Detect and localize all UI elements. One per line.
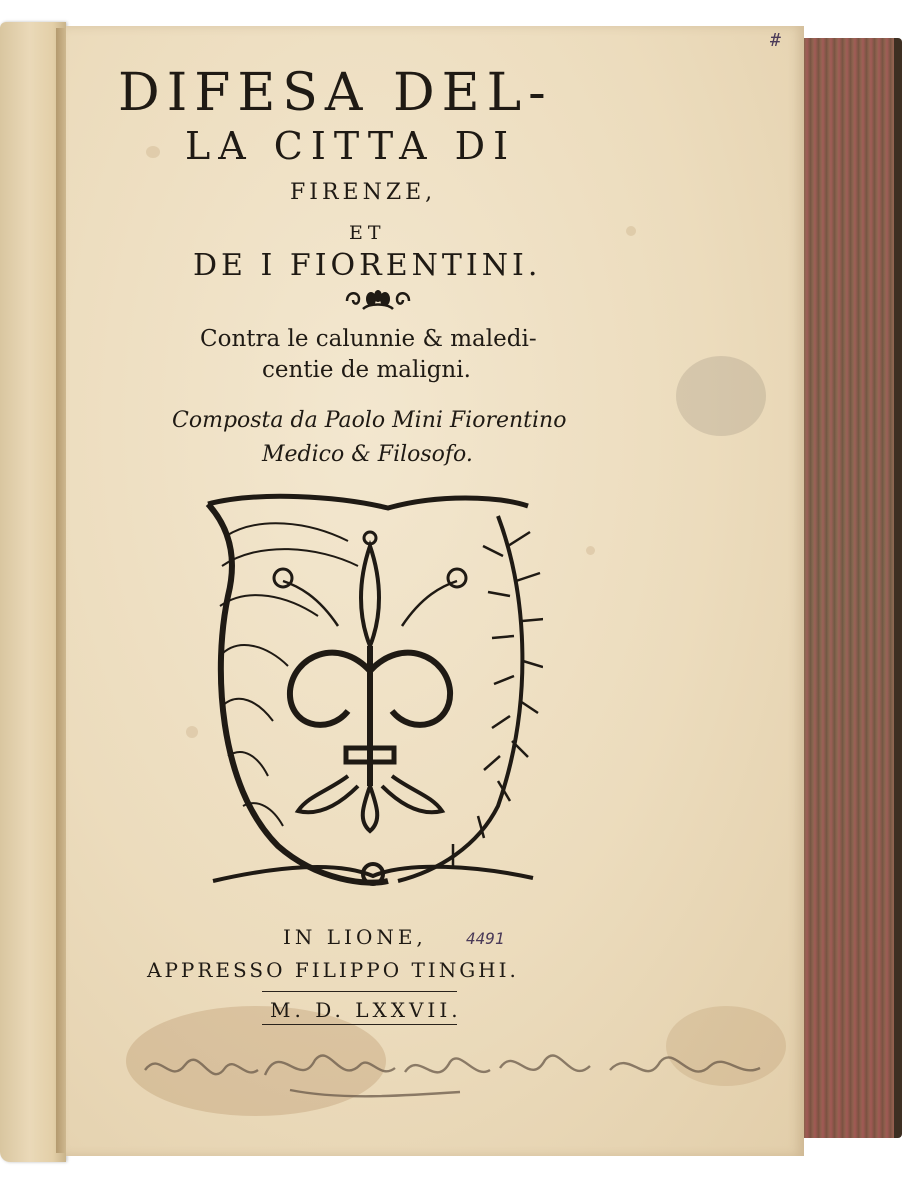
corner-mark: #	[770, 30, 781, 51]
subtitle-line-1: Contra le calunnie & maledi-	[200, 326, 537, 352]
subtitle-line-2: centie de maligni.	[262, 357, 471, 383]
imprint-year: M. D. LXXVII.	[270, 998, 462, 1022]
title-line-4: ET	[349, 222, 386, 244]
rule-top	[262, 991, 457, 992]
fore-edge-sprinkled	[802, 38, 902, 1138]
title-line-5: DE I FIORENTINI.	[193, 248, 542, 283]
title-line-2: LA CITTA DI	[185, 124, 517, 168]
imprint-printer: APPRESSO FILIPPO TINGHI.	[147, 958, 519, 982]
author-line-2: Medico & Filosofo.	[262, 442, 473, 467]
author-line-1: Composta da Paolo Mini Fiorentino	[172, 408, 567, 433]
rule-bottom	[262, 1024, 457, 1025]
title-line-1: DIFESA DEL-	[118, 63, 553, 123]
imprint-place: IN LIONE,	[283, 925, 427, 949]
handwritten-signature-icon	[140, 1030, 780, 1110]
florentine-lily-woodcut-icon	[198, 486, 543, 906]
title-line-3: FIRENZE,	[290, 180, 437, 205]
fleuron-ornament-icon	[343, 287, 413, 313]
manuscript-shelf-number: 4491	[466, 929, 505, 948]
